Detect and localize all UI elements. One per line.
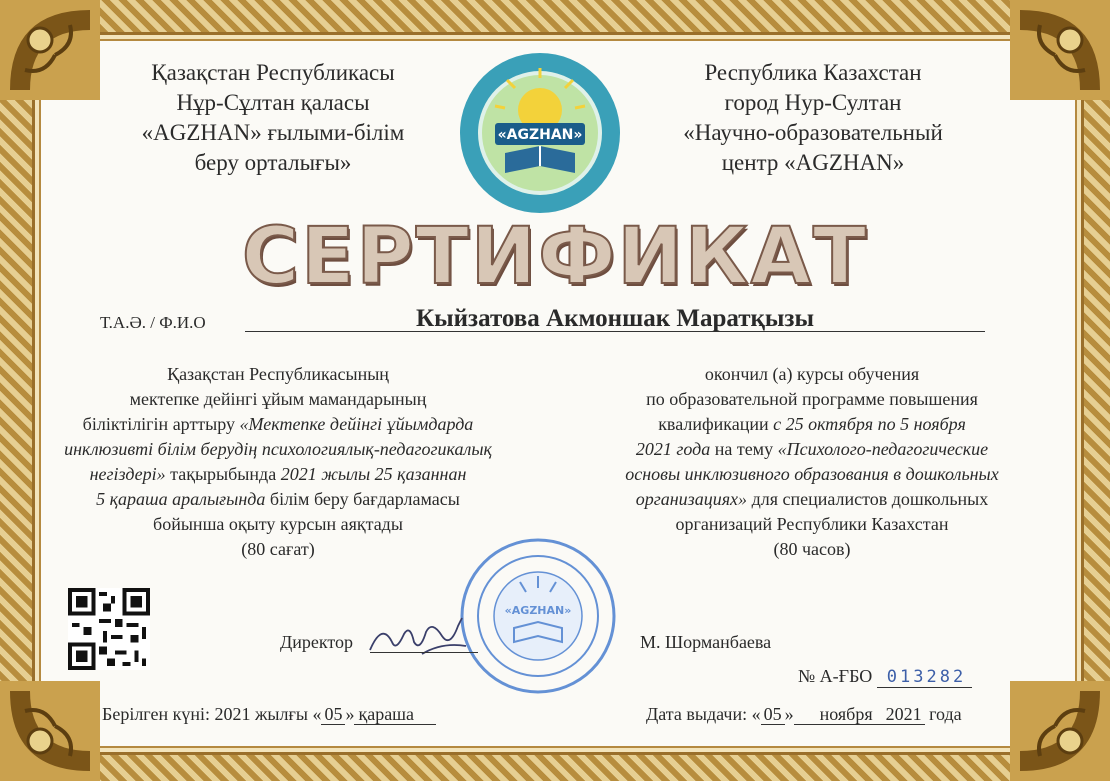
course-title-span: «Психолого-педагогические	[777, 439, 989, 459]
issue-date-ru	[646, 704, 962, 725]
header-ru-line: город Нур-Султан	[724, 90, 902, 115]
header-kz-line: «AGZHAN» ғылыми-білім	[141, 120, 405, 145]
body-kz-line	[18, 487, 538, 512]
body-kz-line: мектепке дейінгі ұйым мамандарының	[129, 389, 427, 409]
date-kz-month: қараша	[354, 704, 436, 725]
body-kazakh	[18, 362, 538, 562]
certificate-title: СЕРТИФИКАТ	[241, 212, 869, 302]
director-name: М. Шорманбаева	[640, 632, 772, 652]
header-ru-line: Республика Казахстан	[704, 60, 922, 85]
text-span: на тему	[710, 439, 778, 459]
header-kz-line: Нұр-Сұлтан қаласы	[176, 90, 370, 115]
fio-label: Т.А.Ә. / Ф.И.О	[100, 313, 206, 332]
certificate-number	[798, 666, 972, 687]
date-span: 2021 года	[635, 439, 711, 459]
header-ru-line: «Научно-образовательный	[683, 120, 943, 145]
body-kz-line	[18, 437, 538, 462]
date-kz-prefix: Берілген күні: 2021 жылғы «	[102, 704, 322, 724]
body-ru-line	[552, 487, 1072, 512]
issue-date-kz	[102, 704, 436, 725]
body-ru-line	[552, 462, 1072, 487]
body-kz-line: бойынша оқыту курсын аяқтады	[153, 514, 403, 534]
header-kz-line: Қазақстан Республикасы	[151, 60, 395, 85]
body-russian	[552, 362, 1072, 562]
header-russian	[648, 58, 978, 178]
recipient-name: Кыйзатова Акмоншак Маратқызы	[416, 305, 814, 332]
header-kazakh	[108, 58, 438, 178]
text-span: білім беру бағдарламасы	[265, 489, 460, 509]
date-span: 2021 жылы 25 қазаннан	[280, 464, 467, 484]
director-signature	[362, 612, 472, 662]
date-span: с 25 октября по 5 ноября	[773, 414, 966, 434]
course-title-span: «Мектепке дейінгі ұйымдарда	[239, 414, 474, 434]
date-kz-quote: »	[345, 704, 355, 724]
body-kz-line	[18, 462, 538, 487]
text-span: для специалистов дошкольных	[747, 489, 989, 509]
number-prefix: № А-ҒБО	[798, 666, 873, 686]
date-kz-day: 05	[321, 704, 345, 725]
text-span: квалификации	[658, 414, 774, 434]
date-ru-month: ноября	[794, 704, 883, 725]
body-ru-line	[552, 437, 1072, 462]
body-ru-line: окончил (а) курсы обучения	[704, 364, 920, 384]
number-value: 013282	[877, 667, 972, 688]
corner-ornament	[0, 681, 100, 781]
body-ru-line	[552, 412, 1072, 437]
date-ru-suffix: года	[924, 704, 962, 724]
course-title-span: организациях»	[635, 489, 748, 509]
course-title-span: инклюзивті білім берудің психологиялық-педагогикалық	[64, 439, 492, 459]
body-kz-line: (80 сағат)	[241, 539, 315, 559]
stamp-text: «AGZHAN»	[504, 604, 572, 617]
date-ru-year: 2021	[883, 704, 925, 725]
corner-ornament	[1010, 681, 1110, 781]
body-kz-line: Қазақстан Республикасының	[167, 364, 389, 384]
course-title-span: негіздері»	[89, 464, 166, 484]
body-kz-line	[18, 412, 538, 437]
body-ru-line: по образовательной программе повышения	[646, 389, 978, 409]
course-title-span: основы инклюзивного образования в дошкольных	[625, 464, 999, 484]
body-ru-line: организаций Республики Казахстан	[675, 514, 949, 534]
text-span: тақырыбында	[165, 464, 281, 484]
corner-ornament	[1010, 0, 1110, 100]
text-span: біліктілігін арттыру	[82, 414, 240, 434]
signature-line	[370, 652, 478, 653]
date-ru-prefix: Дата выдачи: «	[646, 704, 761, 724]
header-ru-line: центр «AGZHAN»	[721, 150, 905, 175]
director-label: Директор	[280, 632, 354, 652]
header-kz-line: беру орталығы»	[194, 150, 352, 175]
date-ru-day: 05	[761, 704, 785, 725]
date-ru-quote: »	[784, 704, 794, 724]
official-stamp	[458, 536, 618, 696]
date-span: 5 қараша аралығында	[96, 489, 266, 509]
qr-code[interactable]	[68, 588, 150, 670]
certificate-title-wrap	[0, 212, 1110, 302]
agzhan-logo	[455, 48, 625, 218]
body-ru-line: (80 часов)	[773, 539, 851, 559]
corner-ornament	[0, 0, 100, 100]
logo-text: «AGZHAN»	[497, 127, 583, 143]
